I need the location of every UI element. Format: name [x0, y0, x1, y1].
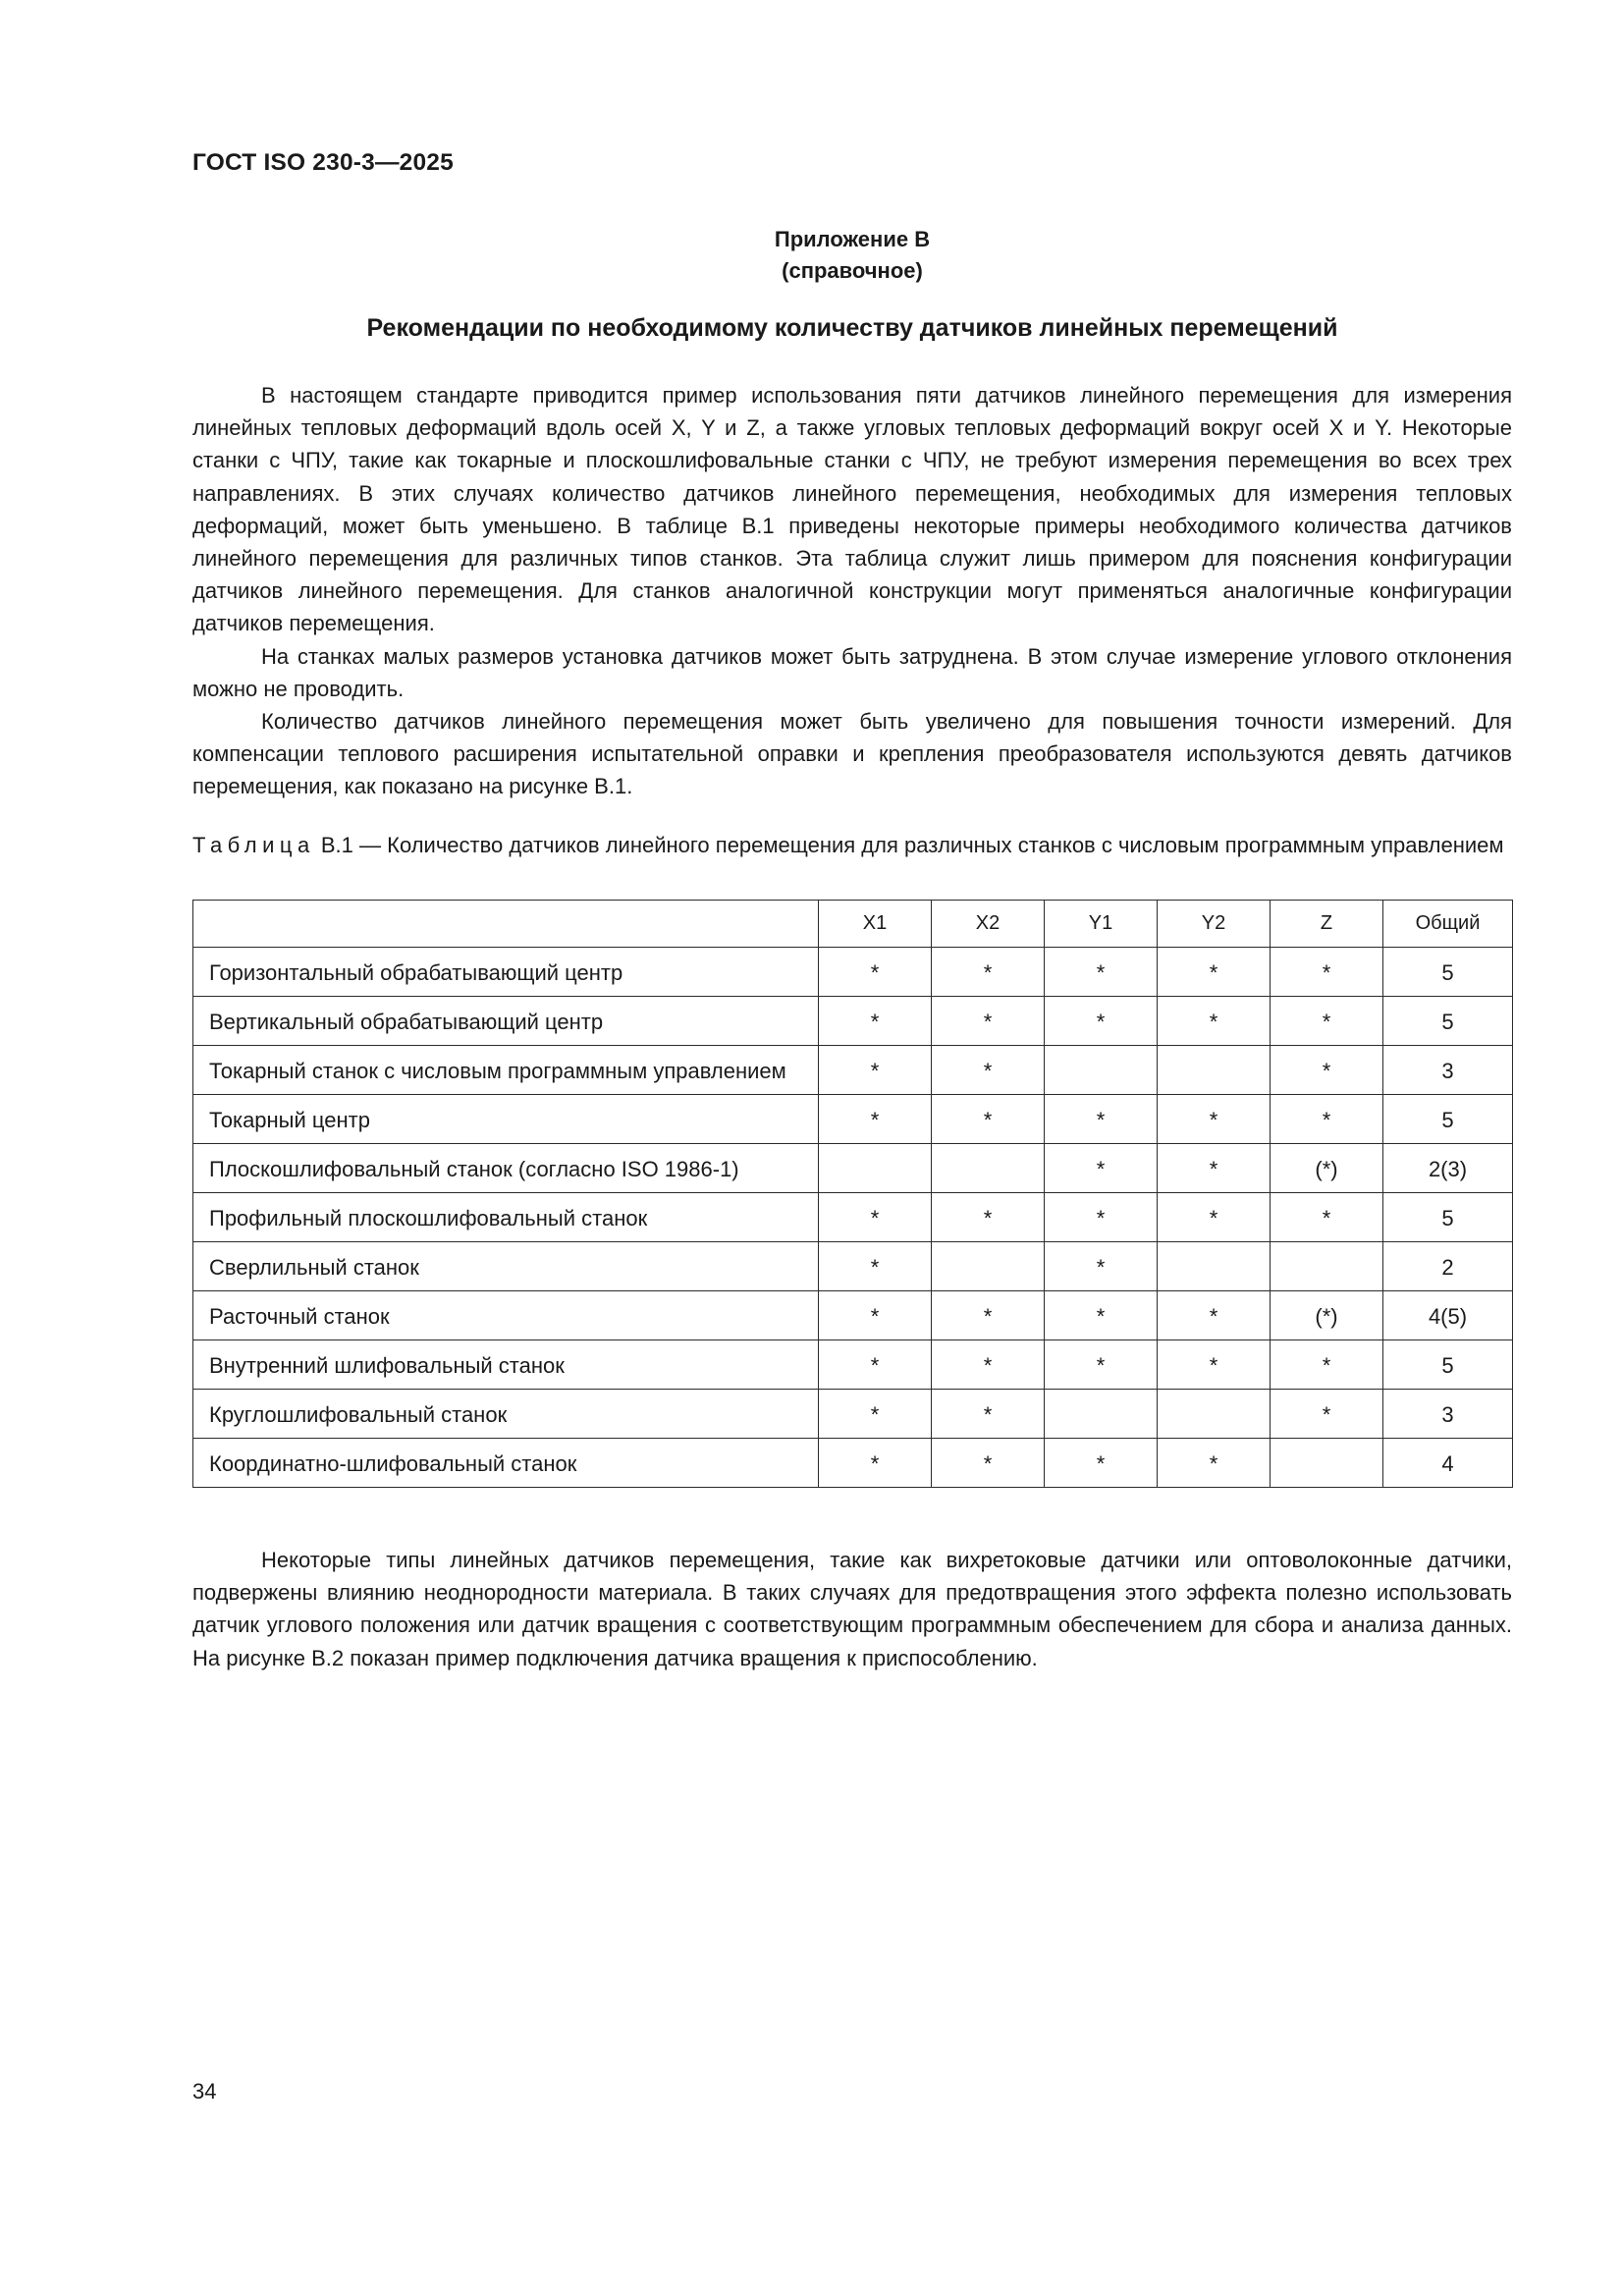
- sensor-mark-cell: *: [1271, 1193, 1383, 1242]
- sensor-mark-cell: *: [1045, 1439, 1158, 1488]
- sensor-mark-cell: *: [1158, 997, 1271, 1046]
- machine-name-cell: Координатно-шлифовальный станок: [193, 1439, 819, 1488]
- sensor-mark-cell: *: [1158, 1291, 1271, 1340]
- appendix-heading: [192, 224, 1512, 287]
- sensor-mark-cell: *: [819, 1193, 932, 1242]
- table-row: [193, 1046, 1513, 1095]
- sensor-mark-cell: (*): [1271, 1144, 1383, 1193]
- sensor-mark-cell: *: [1158, 1144, 1271, 1193]
- sensor-mark-cell: *: [1045, 1242, 1158, 1291]
- sensor-mark-cell: [1158, 1242, 1271, 1291]
- total-cell: 2: [1383, 1242, 1513, 1291]
- table-row: [193, 1439, 1513, 1488]
- sensor-mark-cell: *: [1045, 1095, 1158, 1144]
- sensor-mark-cell: (*): [1271, 1291, 1383, 1340]
- sensor-mark-cell: *: [1158, 948, 1271, 997]
- sensor-mark-cell: *: [819, 1439, 932, 1488]
- intro-text: [192, 379, 1512, 803]
- sensor-mark-cell: *: [1271, 1095, 1383, 1144]
- sensor-mark-cell: *: [932, 1193, 1045, 1242]
- sensor-mark-cell: *: [1271, 1046, 1383, 1095]
- machine-name-cell: Расточный станок: [193, 1291, 819, 1340]
- sensor-mark-cell: *: [932, 1095, 1045, 1144]
- sensor-mark-cell: *: [1271, 1340, 1383, 1390]
- sensor-mark-cell: *: [819, 948, 932, 997]
- closing-text: [192, 1544, 1512, 1674]
- sensor-mark-cell: *: [1158, 1340, 1271, 1390]
- sensor-mark-cell: *: [1045, 997, 1158, 1046]
- sensor-mark-cell: *: [932, 1046, 1045, 1095]
- sensor-mark-cell: *: [932, 997, 1045, 1046]
- sensor-mark-cell: *: [1158, 1095, 1271, 1144]
- table-body: [193, 948, 1513, 1488]
- table-caption: [192, 831, 1512, 859]
- total-cell: 3: [1383, 1046, 1513, 1095]
- table-row: [193, 1390, 1513, 1439]
- table-caption-text: В.1 — Количество датчиков линейного перемещения для различных станков с числовым программным управлением: [314, 833, 1504, 857]
- sensor-mark-cell: *: [1045, 1193, 1158, 1242]
- sensor-mark-cell: *: [819, 1390, 932, 1439]
- sensor-mark-cell: *: [1045, 1144, 1158, 1193]
- machine-name-cell: Сверлильный станок: [193, 1242, 819, 1291]
- header-cell-y1: Y1: [1045, 901, 1158, 948]
- appendix-label: Приложение В: [774, 227, 931, 251]
- header-cell-x2: X2: [932, 901, 1045, 948]
- machine-name-cell: Внутренний шлифовальный станок: [193, 1340, 819, 1390]
- document-header: ГОСТ ISO 230-3—2025: [192, 149, 454, 176]
- sensor-mark-cell: *: [932, 1439, 1045, 1488]
- table-row: [193, 948, 1513, 997]
- machine-name-cell: Горизонтальный обрабатывающий центр: [193, 948, 819, 997]
- total-cell: 2(3): [1383, 1144, 1513, 1193]
- sensor-mark-cell: [1045, 1046, 1158, 1095]
- table-row: [193, 1242, 1513, 1291]
- table-row: [193, 1291, 1513, 1340]
- sensor-mark-cell: [819, 1144, 932, 1193]
- sensor-count-table: [192, 900, 1513, 1488]
- header-cell-z: Z: [1271, 901, 1383, 948]
- total-cell: 5: [1383, 1340, 1513, 1390]
- sensor-mark-cell: *: [1045, 948, 1158, 997]
- header-cell-x1: X1: [819, 901, 932, 948]
- table-row: [193, 1095, 1513, 1144]
- total-cell: 4(5): [1383, 1291, 1513, 1340]
- paragraph: Количество датчиков линейного перемещения может быть увеличено для повышения точности измерений. Для компенсации теплового расширения испытательной оправки и крепления преобразователя используются девять датчиков перемещения, как показано на рисунке В.1.: [192, 709, 1512, 799]
- header-cell-empty: [193, 901, 819, 948]
- machine-name-cell: Профильный плоскошлифовальный станок: [193, 1193, 819, 1242]
- table-row: [193, 1340, 1513, 1390]
- sensor-mark-cell: [1271, 1439, 1383, 1488]
- table-header-row: [193, 901, 1513, 948]
- page-number: 34: [192, 2079, 217, 2104]
- sensor-mark-cell: [932, 1144, 1045, 1193]
- total-cell: 5: [1383, 1095, 1513, 1144]
- appendix-status: (справочное): [782, 258, 923, 283]
- sensor-mark-cell: *: [819, 1046, 932, 1095]
- sensor-mark-cell: *: [819, 997, 932, 1046]
- machine-name-cell: Круглошлифовальный станок: [193, 1390, 819, 1439]
- sensor-mark-cell: *: [819, 1340, 932, 1390]
- total-cell: 5: [1383, 948, 1513, 997]
- sensor-mark-cell: [1158, 1390, 1271, 1439]
- sensor-mark-cell: *: [1045, 1340, 1158, 1390]
- paragraph: На станках малых размеров установка датчиков может быть затруднена. В этом случае измерение углового отклонения можно не проводить.: [192, 643, 1512, 701]
- sensor-mark-cell: [1158, 1046, 1271, 1095]
- machine-name-cell: Вертикальный обрабатывающий центр: [193, 997, 819, 1046]
- sensor-mark-cell: *: [1271, 997, 1383, 1046]
- sensor-mark-cell: *: [1158, 1439, 1271, 1488]
- total-cell: 3: [1383, 1390, 1513, 1439]
- sensor-mark-cell: *: [932, 1291, 1045, 1340]
- table-row: [193, 1193, 1513, 1242]
- machine-name-cell: Плоскошлифовальный станок (согласно ISO 1986-1): [193, 1144, 819, 1193]
- paragraph: В настоящем стандарте приводится пример использования пяти датчиков линейного перемещения для измерения линейных тепловых деформаций вдоль осей X, Y и Z, а также угловых тепловых деформаций вокруг осей X и Y. Некоторые станки с ЧПУ, такие как токарные и плоскошлифовальные станки с ЧПУ, не требуют измерения перемещения во всех трех направлениях. В этих случаях количество датчиков линейного перемещения, необходимых для измерения тепловых деформаций, может быть уменьшено. В таблице В.1 приведены некоторые примеры необходимого количества датчиков линейного перемещения для различных типов станков. Эта таблица служит лишь примером для пояснения конфигурации датчиков линейного перемещения. Для станков аналогичной конструкции могут применяться аналогичные конфигурации датчиков перемещения.: [192, 383, 1512, 636]
- total-cell: 4: [1383, 1439, 1513, 1488]
- sensor-mark-cell: *: [819, 1095, 932, 1144]
- sensor-mark-cell: *: [819, 1291, 932, 1340]
- table-row: [193, 997, 1513, 1046]
- sensor-mark-cell: [932, 1242, 1045, 1291]
- table-row: [193, 1144, 1513, 1193]
- sensor-mark-cell: *: [1271, 948, 1383, 997]
- section-title: Рекомендации по необходимому количеству датчиков линейных перемещений: [366, 314, 1338, 342]
- total-cell: 5: [1383, 997, 1513, 1046]
- sensor-mark-cell: *: [932, 1390, 1045, 1439]
- sensor-mark-cell: [1271, 1242, 1383, 1291]
- sensor-mark-cell: *: [1158, 1193, 1271, 1242]
- sensor-mark-cell: *: [1271, 1390, 1383, 1439]
- sensor-mark-cell: *: [819, 1242, 932, 1291]
- machine-name-cell: Токарный станок с числовым программным управлением: [193, 1046, 819, 1095]
- table-caption-label: Таблица: [192, 833, 315, 857]
- sensor-mark-cell: *: [932, 948, 1045, 997]
- sensor-mark-cell: *: [932, 1340, 1045, 1390]
- machine-name-cell: Токарный центр: [193, 1095, 819, 1144]
- header-cell-y2: Y2: [1158, 901, 1271, 948]
- total-cell: 5: [1383, 1193, 1513, 1242]
- header-cell-total: Общий: [1383, 901, 1513, 948]
- sensor-mark-cell: *: [1045, 1291, 1158, 1340]
- sensor-mark-cell: [1045, 1390, 1158, 1439]
- paragraph: Некоторые типы линейных датчиков перемещения, такие как вихретоковые датчики или оптоволоконные датчики, подвержены влиянию неоднородности материала. В таких случаях для предотвращения этого эффекта полезно использовать датчик углового положения или датчик вращения с соответствующим программным обеспечением для сбора и анализа данных. На рисунке В.2 показан пример подключения датчика вращения к приспособлению.: [192, 1548, 1512, 1670]
